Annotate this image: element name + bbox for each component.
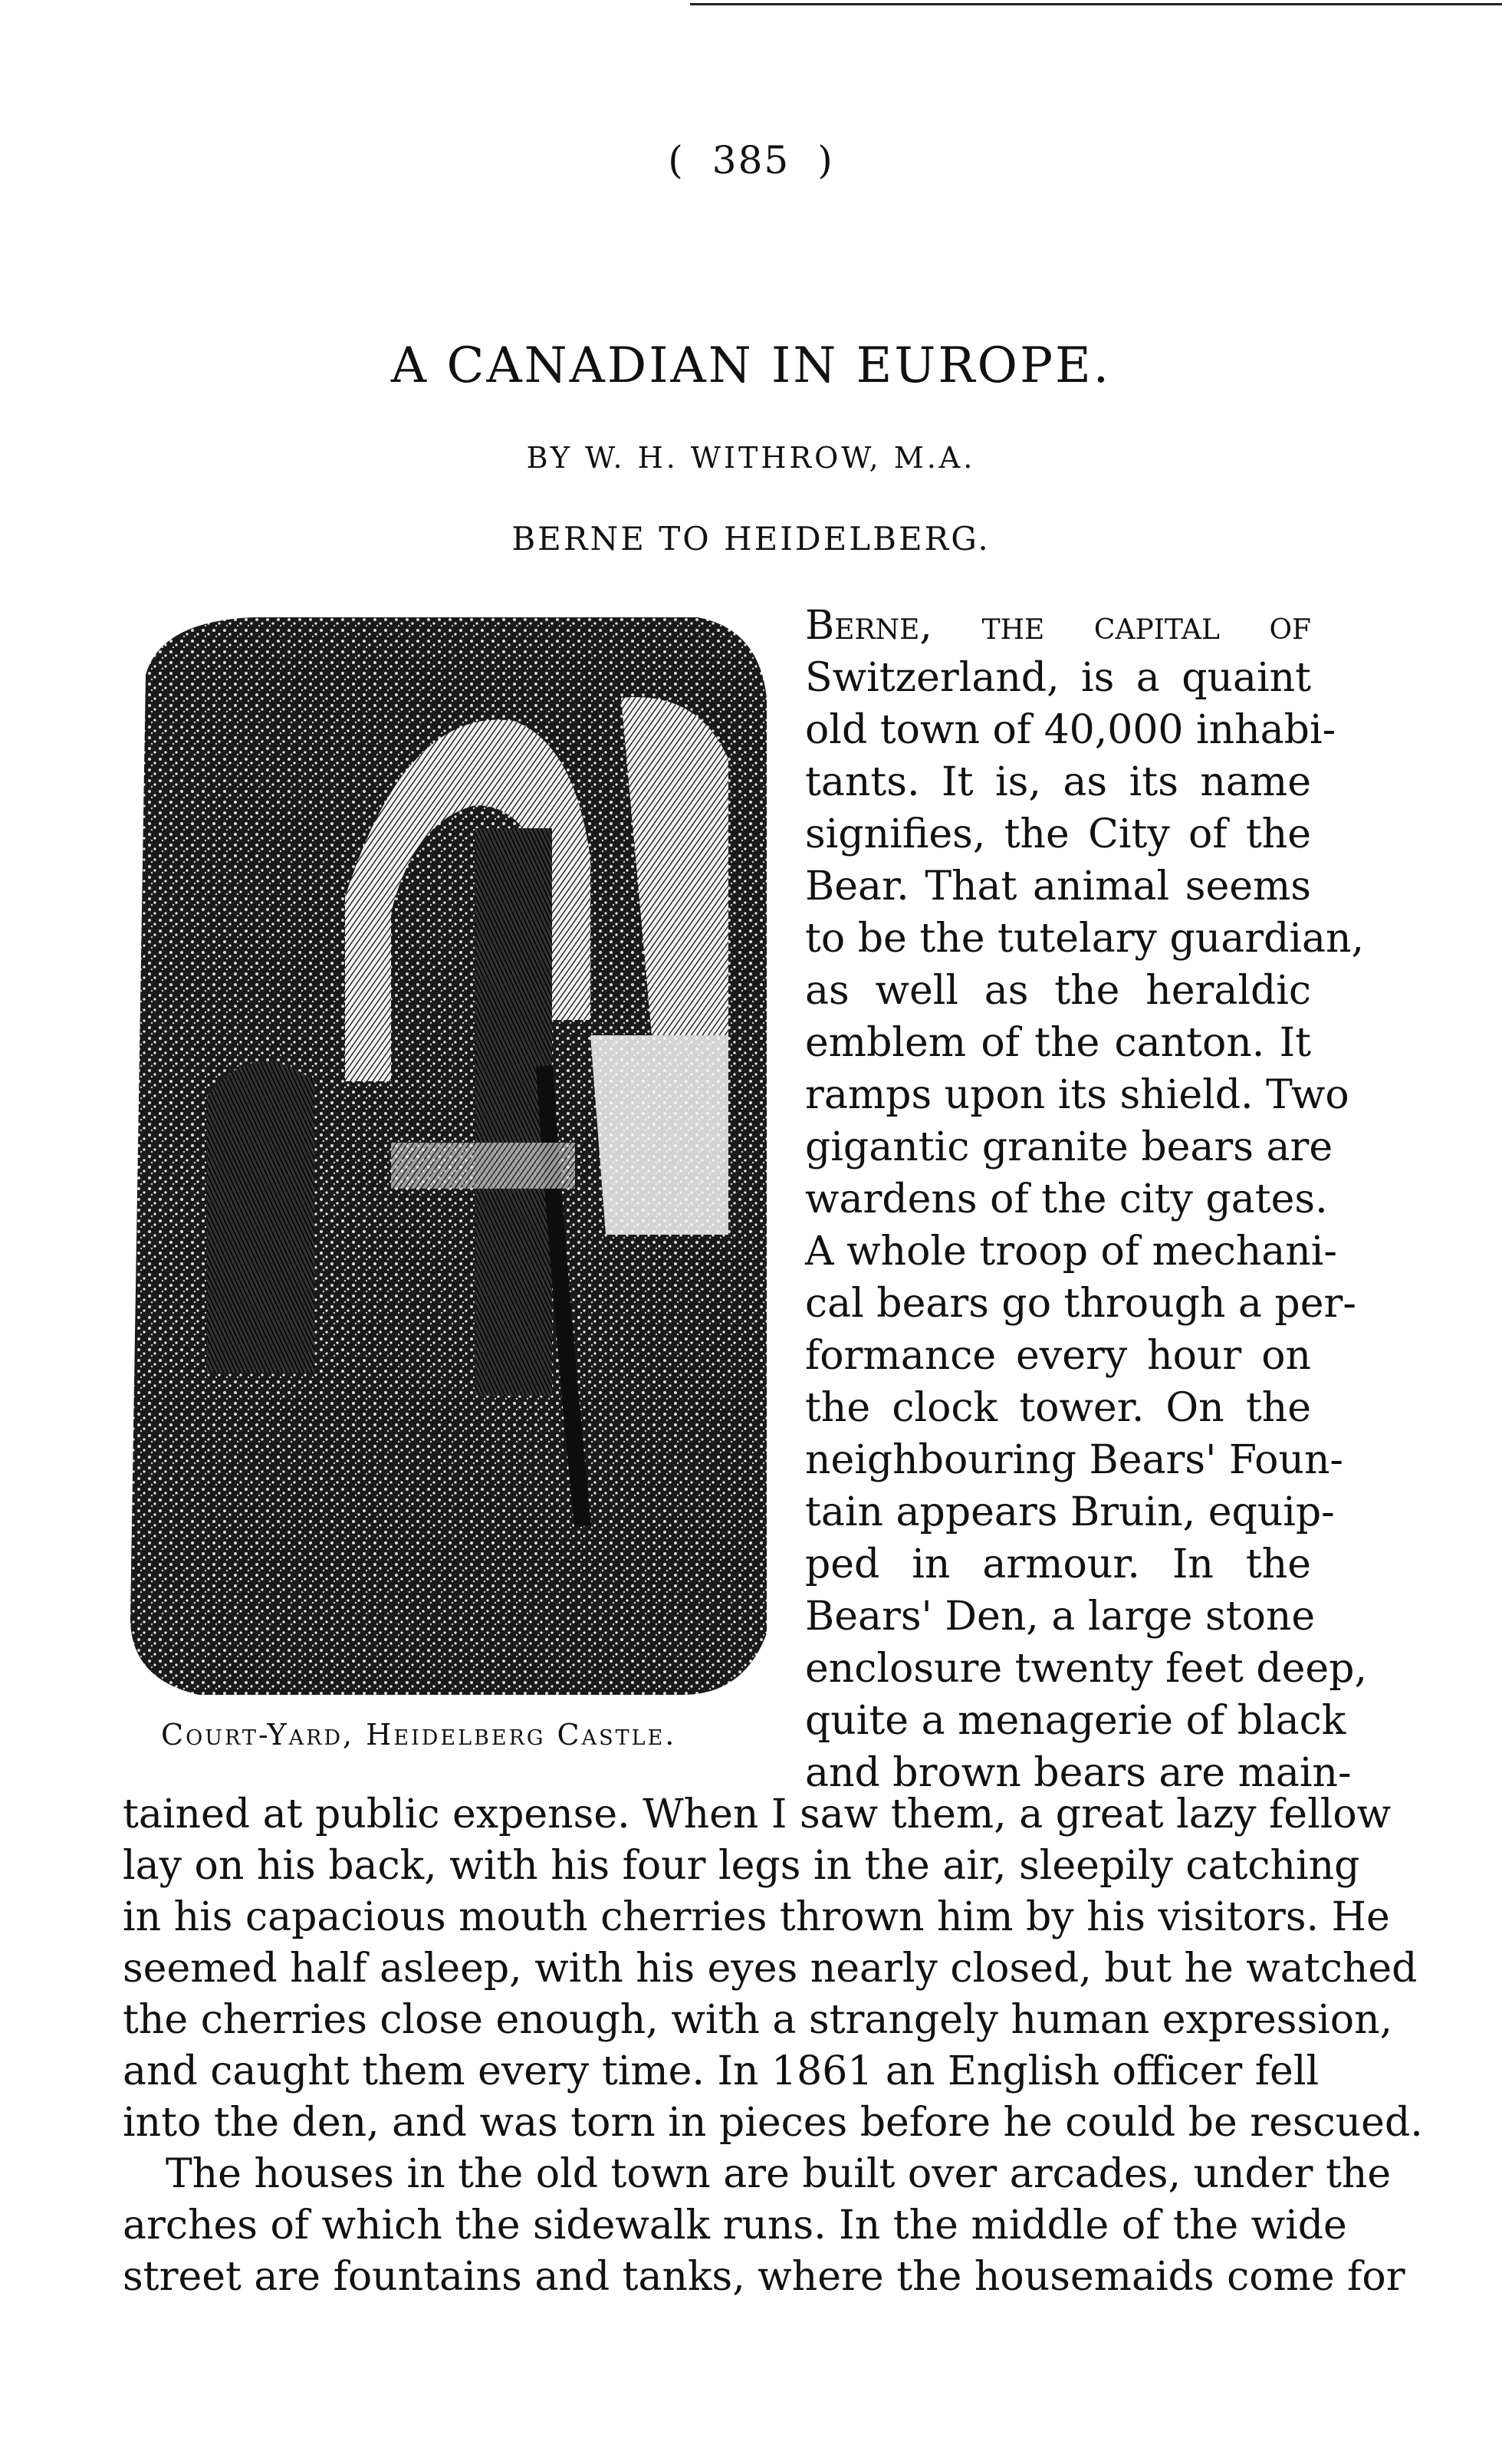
page-number-open-paren: (: [668, 138, 685, 183]
text-line: quite a menagerie of black: [805, 1698, 1346, 1744]
text-line: arches of which the sidewalk runs. In the middle of the wide: [123, 2202, 1347, 2249]
courtyard-engraving: [115, 606, 774, 1702]
text-line: wardens of the city gates.: [805, 1176, 1328, 1222]
paragraph-start-line: The houses in the old town are built over arcades, under the: [166, 2151, 1392, 2197]
caption-place: Heidelberg Castle.: [366, 1718, 677, 1752]
text-line: emblem of the canton. It: [805, 1020, 1311, 1066]
text-line: Switzerland, is a quaint: [805, 655, 1311, 701]
text-line: tain appears Bruin, equip-: [805, 1489, 1335, 1535]
text-line: old town of 40,000 inhabi-: [805, 707, 1336, 753]
top-rule: [690, 3, 1502, 5]
text-line: into the den, and was torn in pieces before he could be rescued.: [123, 2100, 1423, 2146]
text-line: signifies, the City of the: [805, 811, 1311, 857]
page-number-value: 385: [712, 138, 790, 183]
caption-prefix: Court-Yard,: [161, 1718, 355, 1752]
side-text-column: [805, 600, 1368, 1799]
text-line: and caught them every time. In 1861 an English officer fell: [123, 2048, 1320, 2094]
article-byline: BY W. H. WITHROW, M.A.: [526, 441, 976, 475]
page-number-close-paren: ): [817, 138, 834, 183]
full-width-text-column: [123, 1789, 1423, 2303]
text-line: Bears' Den, a large stone: [805, 1594, 1316, 1640]
text-line: ped in armour. In the: [805, 1541, 1311, 1587]
text-line: tants. It is, as its name: [805, 759, 1311, 805]
text-line: lay on his back, with his four legs in the air, sleepily catching: [123, 1843, 1360, 1889]
text-line: the cherries close enough, with a strangely human expression,: [123, 1997, 1393, 2043]
article-subtitle: BERNE TO HEIDELBERG.: [511, 520, 991, 558]
text-line: Bear. That animal seems: [805, 864, 1311, 910]
text-line: seemed half asleep, with his eyes nearly closed, but he watched: [123, 1946, 1418, 1992]
text-line: the clock tower. On the: [805, 1385, 1311, 1431]
illustration-caption: [161, 1718, 676, 1752]
text-line: formance every hour on: [805, 1333, 1311, 1379]
text-line: ramps upon its shield. Two: [805, 1072, 1349, 1118]
text-line: Berne, the capital of: [805, 603, 1311, 649]
text-line: street are fountains and tanks, where the housemaids come for: [123, 2254, 1405, 2300]
text-line: neighbouring Bears' Foun-: [805, 1437, 1343, 1483]
text-line: as well as the heraldic: [805, 968, 1311, 1014]
text-line: gigantic granite bears are: [805, 1124, 1333, 1170]
text-line: and brown bears are main-: [805, 1750, 1352, 1796]
text-line: to be the tutelary guardian,: [805, 916, 1365, 962]
page-number: [0, 138, 1502, 183]
text-line: A whole troop of mechani-: [805, 1229, 1337, 1275]
text-line: enclosure twenty feet deep,: [805, 1646, 1368, 1692]
text-line: cal bears go through a per-: [805, 1281, 1356, 1327]
text-line: tained at public expense. When I saw them, a great lazy fellow: [123, 1791, 1392, 1837]
text-line: in his capacious mouth cherries thrown him by his visitors. He: [123, 1894, 1390, 1940]
article-title: A CANADIAN IN EUROPE.: [390, 337, 1112, 394]
